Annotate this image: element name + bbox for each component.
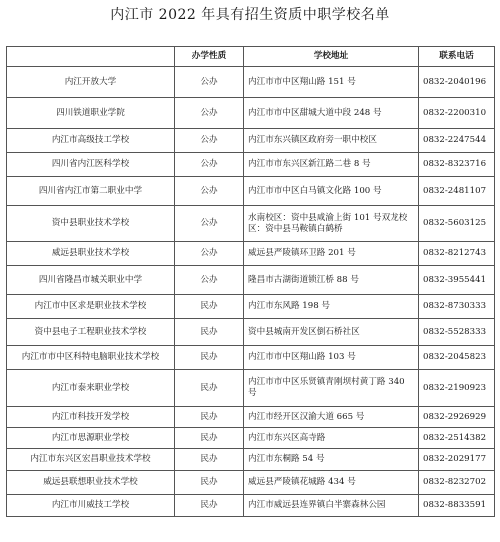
- school-address: 威远县严陵镇花城路 434 号: [244, 471, 419, 495]
- table-row: [7, 471, 495, 495]
- school-phone: 0832-3955441: [419, 266, 495, 295]
- school-phone: 0832-8833591: [419, 495, 495, 517]
- school-address: 隆昌市古湖街道锁江桥 88 号: [244, 266, 419, 295]
- school-name: 四川省隆昌市城关职业中学: [7, 266, 175, 295]
- school-nature: 公办: [175, 177, 244, 206]
- table-row: [7, 153, 495, 177]
- header-address: 学校地址: [244, 47, 419, 67]
- school-name: 内江市川威技工学校: [7, 495, 175, 517]
- school-name: 威远县联想职业技术学校: [7, 471, 175, 495]
- school-name: 四川铁道职业学院: [7, 98, 175, 129]
- header-phone: 联系电话: [419, 47, 495, 67]
- school-name: 资中县职业技术学校: [7, 206, 175, 242]
- page-title: 内江市 2022 年具有招生资质中职学校名单: [110, 7, 390, 23]
- school-address: 水南校区：资中县咸渝上街 101 号双龙校区：资中县马鞍镇白鹤桥: [244, 206, 419, 242]
- school-name: 内江市中区求是职业技术学校: [7, 295, 175, 319]
- school-phone: 0832-2514382: [419, 428, 495, 449]
- school-phone: 0832-5528333: [419, 319, 495, 346]
- school-address: 威远县严陵镇环卫路 201 号: [244, 242, 419, 266]
- school-address: 内江市市中区甜城大道中段 248 号: [244, 98, 419, 129]
- table-row: [7, 67, 495, 98]
- school-nature: 公办: [175, 98, 244, 129]
- table-row: [7, 206, 495, 242]
- school-name: 威远县职业技术学校: [7, 242, 175, 266]
- school-name: 四川省内江市第二职业中学: [7, 177, 175, 206]
- school-name: 四川省内江医科学校: [7, 153, 175, 177]
- school-nature: 民办: [175, 449, 244, 471]
- school-nature: 民办: [175, 319, 244, 346]
- school-phone: 0832-2926929: [419, 407, 495, 428]
- table-row: [7, 98, 495, 129]
- school-address: 内江市市中区白马镇文化路 100 号: [244, 177, 419, 206]
- table-row: [7, 449, 495, 471]
- school-phone: 0832-2029177: [419, 449, 495, 471]
- school-nature: 公办: [175, 153, 244, 177]
- school-nature: 公办: [175, 206, 244, 242]
- school-nature: 民办: [175, 407, 244, 428]
- table-row: [7, 266, 495, 295]
- school-phone: 0832-5603125: [419, 206, 495, 242]
- school-nature: 公办: [175, 266, 244, 295]
- school-phone: 0832-2247544: [419, 129, 495, 153]
- school-nature: 公办: [175, 67, 244, 98]
- school-address: 内江市市中区乐贤镇青刚坝村黄丁路 340 号: [244, 370, 419, 407]
- school-name: 内江市泰来职业学校: [7, 370, 175, 407]
- school-table: [6, 46, 495, 517]
- school-phone: 0832-8232702: [419, 471, 495, 495]
- school-nature: 民办: [175, 295, 244, 319]
- school-nature: 民办: [175, 471, 244, 495]
- school-address: 内江市东桐路 54 号: [244, 449, 419, 471]
- table-row: [7, 295, 495, 319]
- school-address: 内江市东兴镇区政府旁一职中校区: [244, 129, 419, 153]
- school-phone: 0832-8212743: [419, 242, 495, 266]
- school-nature: 民办: [175, 370, 244, 407]
- school-name: 资中县电子工程职业技术学校: [7, 319, 175, 346]
- table-row: [7, 242, 495, 266]
- table-row: [7, 319, 495, 346]
- table-row: [7, 370, 495, 407]
- school-name: 内江市高级技工学校: [7, 129, 175, 153]
- table-header-row: [7, 47, 495, 67]
- school-phone: 0832-2040196: [419, 67, 495, 98]
- table-row: [7, 177, 495, 206]
- school-name: 内江市市中区科特电脑职业技术学校: [7, 346, 175, 370]
- school-nature: 公办: [175, 129, 244, 153]
- school-address: 内江市市中区翔山路 103 号: [244, 346, 419, 370]
- school-address: 内江市东风路 198 号: [244, 295, 419, 319]
- school-name: 内江开放大学: [7, 67, 175, 98]
- school-name: 内江市科技开发学校: [7, 407, 175, 428]
- school-nature: 公办: [175, 242, 244, 266]
- school-address: 内江市威远县连界镇白半寨森林公园: [244, 495, 419, 517]
- school-address: 内江市市东兴区新江路二巷 8 号: [244, 153, 419, 177]
- table-row: [7, 428, 495, 449]
- school-nature: 民办: [175, 346, 244, 370]
- school-phone: 0832-2200310: [419, 98, 495, 129]
- school-address: 内江市市中区翔山路 151 号: [244, 67, 419, 98]
- school-address: 资中县城南开发区倒石桥社区: [244, 319, 419, 346]
- school-phone: 0832-8323716: [419, 153, 495, 177]
- table-row: [7, 407, 495, 428]
- school-phone: 0832-2045823: [419, 346, 495, 370]
- school-address: 内江市经开区汉渝大道 665 号: [244, 407, 419, 428]
- school-name: 内江市思源职业学校: [7, 428, 175, 449]
- table-row: [7, 495, 495, 517]
- school-nature: 民办: [175, 428, 244, 449]
- school-phone: 0832-2190923: [419, 370, 495, 407]
- school-address: 内江市东兴区高寺路: [244, 428, 419, 449]
- school-name: 内江市东兴区宏昌职业技术学校: [7, 449, 175, 471]
- school-nature: 民办: [175, 495, 244, 517]
- table-row: [7, 346, 495, 370]
- header-name: [7, 47, 175, 67]
- table-row: [7, 129, 495, 153]
- school-phone: 0832-2481107: [419, 177, 495, 206]
- school-phone: 0832-8730333: [419, 295, 495, 319]
- header-nature: 办学性质: [175, 47, 244, 67]
